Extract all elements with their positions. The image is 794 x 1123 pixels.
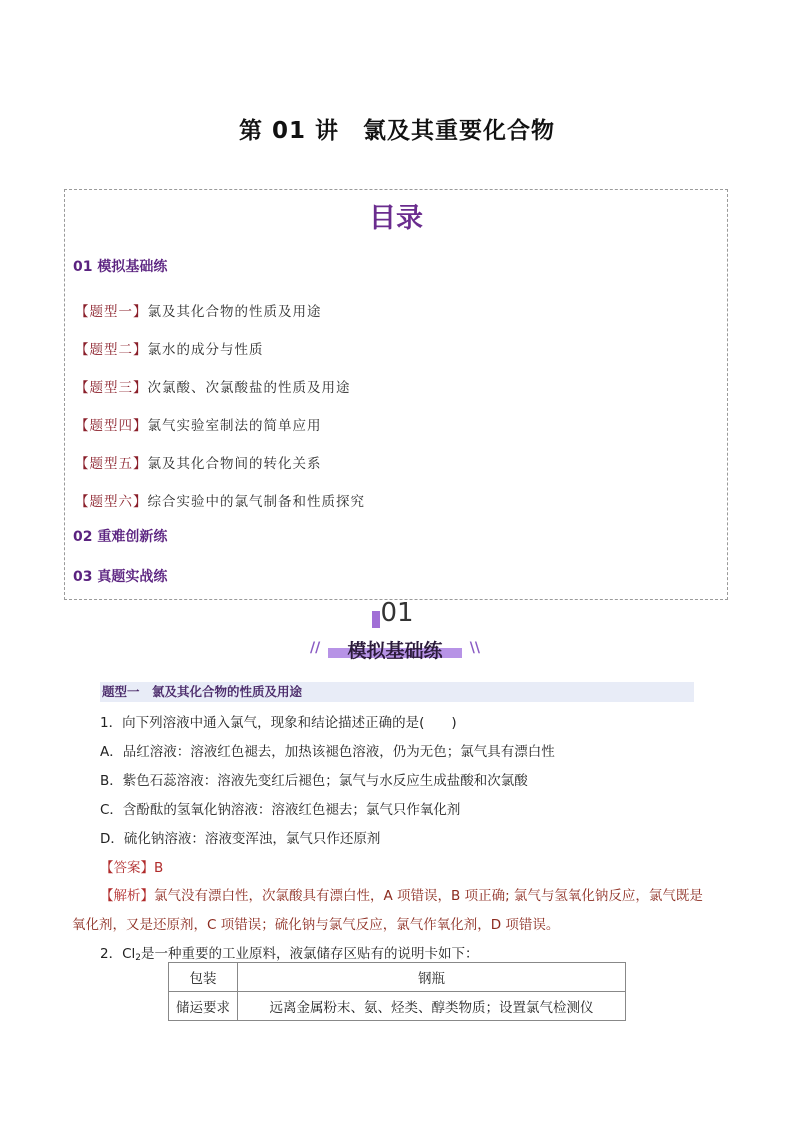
answer-value: B <box>154 860 164 876</box>
banner-title: 模拟基础练 <box>347 640 443 662</box>
q2-stem-suffix: 是一种重要的工业原料，液氯储存区贴有的说明卡如下： <box>141 946 479 962</box>
toc-item <box>75 300 322 320</box>
table-cell: 钢瓶 <box>238 963 626 992</box>
section-number: 01 <box>380 598 414 628</box>
toc-section-2: 02 重难创新练 <box>73 529 168 545</box>
toc-item <box>75 414 322 434</box>
toc-item-tag: 【题型六】 <box>75 494 148 510</box>
option-c: C．含酚酞的氢氧化钠溶液：溶液红色褪去；氯气只作氧化剂 <box>100 802 461 818</box>
toc-item-tag: 【题型一】 <box>75 304 148 320</box>
toc-item-tag: 【题型二】 <box>75 342 148 358</box>
table-cell: 包装 <box>169 963 238 992</box>
option-b: B．紫色石蕊溶液：溶液先变红后褪色；氯气与水反应生成盐酸和次氯酸 <box>100 773 528 789</box>
section-banner <box>310 636 480 662</box>
banner-slash-left: // <box>310 640 321 656</box>
toc-section-3: 03 真题实战练 <box>73 569 168 585</box>
q2-stem-subscript: 2 <box>135 953 142 963</box>
analysis-line-1 <box>100 884 703 904</box>
toc-item-text: 氯及其化合物的性质及用途 <box>147 304 322 320</box>
toc-item-text: 氯水的成分与性质 <box>147 342 264 358</box>
storage-info-table <box>168 962 626 1021</box>
analysis-text: 氯气没有漂白性，次氯酸具有漂白性，A 项错误，B 项正确; 氯气与氢氧化钠反应，氯气既是 <box>154 888 703 904</box>
question-type-heading: 题型一 氯及其化合物的性质及用途 <box>100 682 694 702</box>
toc-item <box>75 376 351 396</box>
toc-item-text: 次氯酸、次氯酸盐的性质及用途 <box>147 380 351 396</box>
toc-item <box>75 490 365 510</box>
toc-item-text: 氯气实验室制法的简单应用 <box>147 418 322 434</box>
option-d: D．硫化钠溶液：溶液变浑浊，氯气只作还原剂 <box>100 831 381 847</box>
toc-item <box>75 452 322 472</box>
banner-slash-right: \\ <box>469 640 480 656</box>
analysis-label: 【解析】 <box>100 888 154 904</box>
table-of-contents <box>64 189 728 600</box>
table-cell: 储运要求 <box>169 992 238 1021</box>
table-cell: 远离金属粉末、氨、烃类、醇类物质；设置氯气检测仪 <box>238 992 626 1021</box>
toc-section-1: 01 模拟基础练 <box>73 259 168 275</box>
answer <box>100 856 163 876</box>
table-row <box>169 992 626 1021</box>
toc-item-tag: 【题型四】 <box>75 418 148 434</box>
page-title: 第 01 讲 氯及其重要化合物 <box>238 118 556 144</box>
toc-item-tag: 【题型三】 <box>75 380 148 396</box>
answer-label: 【答案】 <box>100 860 154 876</box>
question-stem: 1．向下列溶液中通入氯气，现象和结论描述正确的是( ) <box>100 715 457 731</box>
toc-item-tag: 【题型五】 <box>75 456 148 472</box>
question-2-stem <box>100 942 479 963</box>
toc-item <box>75 338 264 358</box>
toc-heading: 目录 <box>369 203 423 234</box>
option-a: A．品红溶液：溶液红色褪去，加热该褪色溶液，仍为无色；氯气具有漂白性 <box>100 744 555 760</box>
q2-stem-prefix: 2．Cl <box>100 946 136 962</box>
toc-item-text: 综合实验中的氯气制备和性质探究 <box>147 494 365 510</box>
toc-item-text: 氯及其化合物间的转化关系 <box>147 456 322 472</box>
table-row <box>169 963 626 992</box>
analysis-line-2: 氧化剂，又是还原剂，C 项错误；硫化钠与氯气反应，氯气作氧化剂，D 项错误。 <box>72 917 560 933</box>
